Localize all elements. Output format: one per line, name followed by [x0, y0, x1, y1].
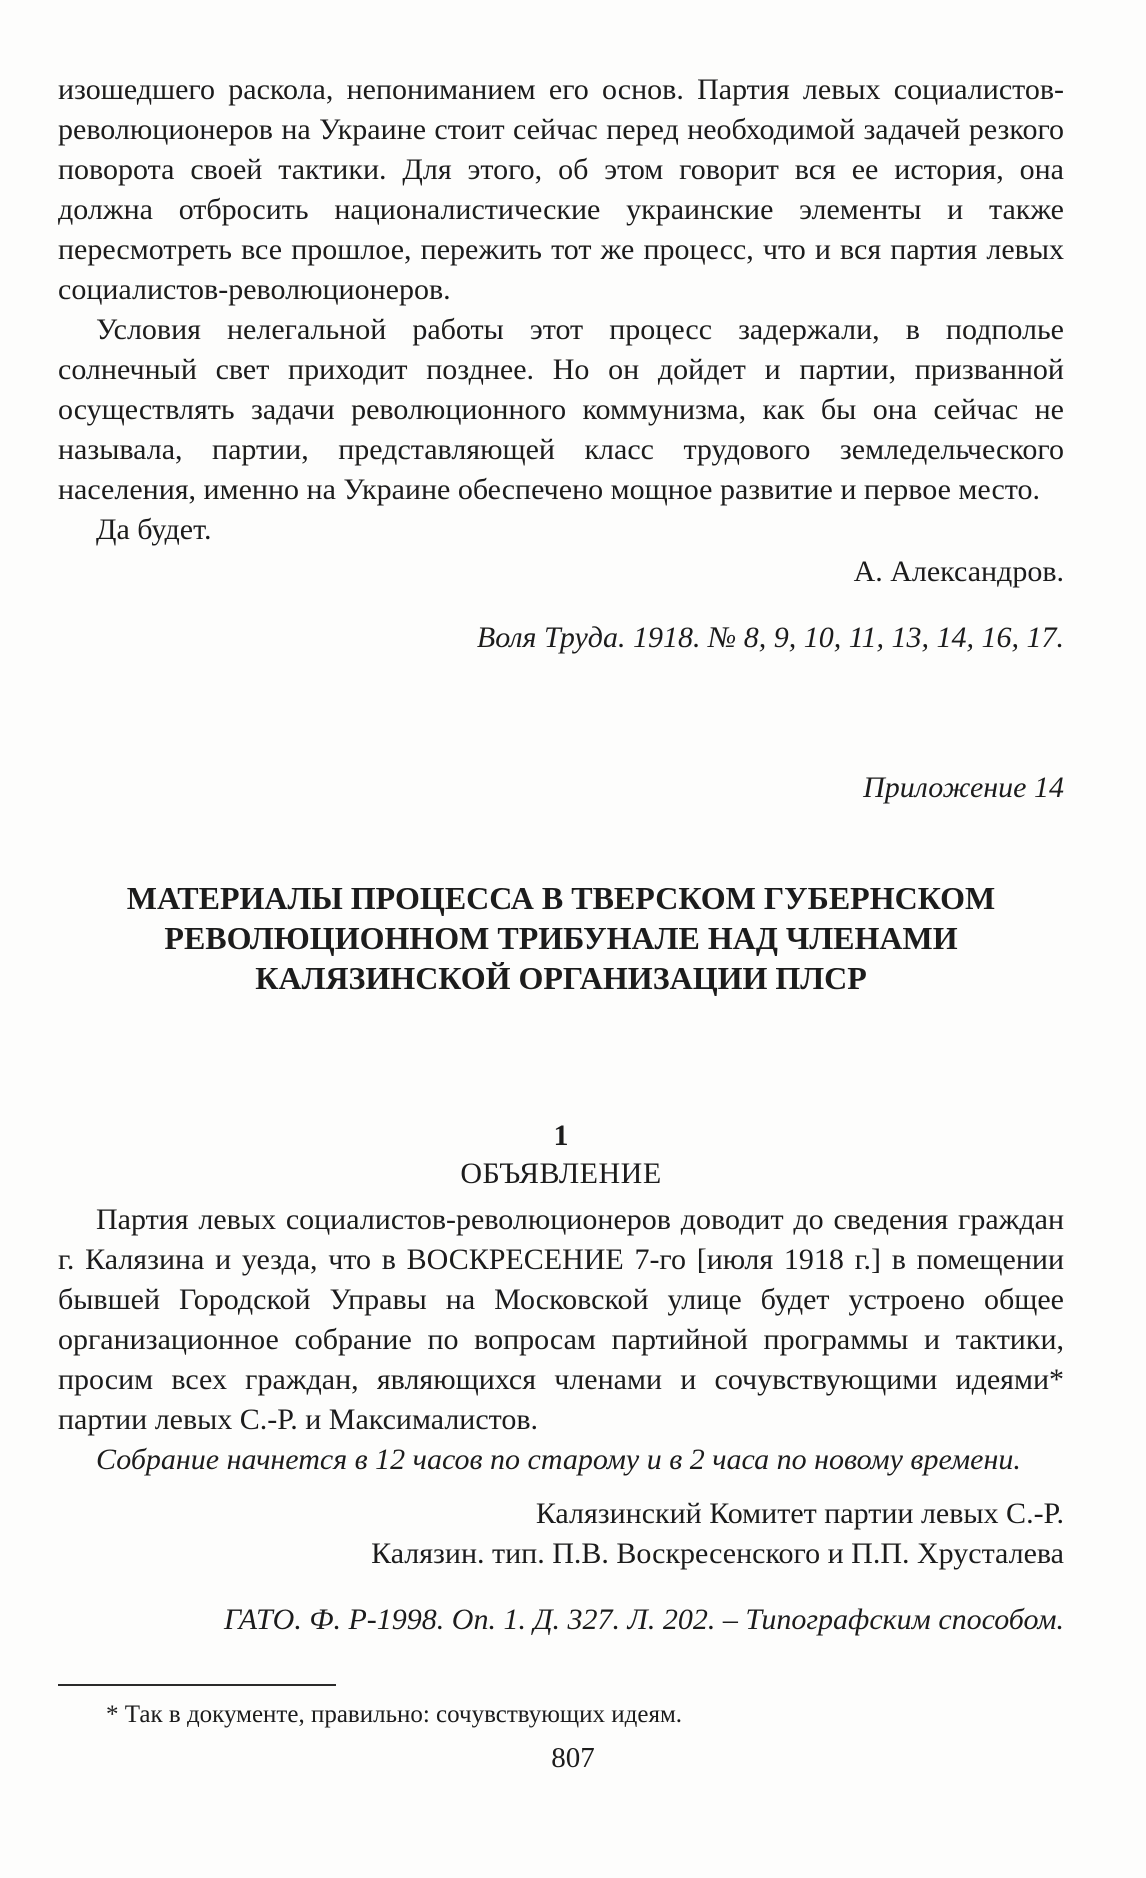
- announcement: [58, 1200, 1064, 1640]
- page-number: 807: [551, 1742, 595, 1774]
- footnote-divider: [58, 1684, 336, 1686]
- article-source: Воля Труда. 1918. № 8, 9, 10, 11, 13, 14, 16, 17.: [476, 621, 1064, 654]
- footnote: * Так в документе, правильно: сочувствующих идеям.: [106, 1701, 683, 1728]
- document-heading: ОБЪЯВЛЕНИЕ: [460, 1157, 662, 1190]
- paragraph-continuation: изошедшего раскола, непониманием его основ. Партия левых социалистов-революционеров на Украине стоит сейчас перед необходимой задачей резкого поворота своей тактики. Для этого, об этом говорит вся ее история, она должна отбросить националистические украинские элементы и также пересмотреть все прошлое, пережить тот же процесс, что и вся партия левых социалистов-революционеров.: [58, 73, 1064, 306]
- printer-line: Калязин. тип. П.В. Воскресенского и П.П. Хрусталева: [371, 1537, 1064, 1570]
- salutation: Да будет.: [96, 513, 212, 546]
- archive-source: ГАТО. Ф. Р-1998. Оп. 1. Д. 327. Л. 202. – Типографским способом.: [224, 1603, 1064, 1636]
- paragraph-conclusion: Условия нелегальной работы этот процесс задержали, в подполье солнечный свет приходит позднее. Но он дойдет и партии, призванной осуществлять задачи революционного коммунизма, как бы она сейчас не называла, партии, представляющей класс трудового земледельческого населения, именно на Украине обеспечено мощное развитие и первое место.: [58, 313, 1064, 506]
- meeting-time-note: Собрание начнется в 12 часов по старому и в 2 часа по новому времени.: [96, 1443, 1021, 1476]
- author-signature: А. Александров.: [853, 555, 1064, 588]
- announcement-body: Партия левых социалистов-революционеров доводит до сведения граждан г. Калязина и уезда, что в ВОСКРЕСЕНИЕ 7-го [июля 1918 г.] в помещении бывшей Городской Управы на Московской улице будет устроено общее организационное собрание по вопросам партийной программы и тактики, просим всех граждан, являющихся членами и сочувствующими идеями* партии левых С.-Р. и Максималистов.: [58, 1203, 1064, 1436]
- document-number: 1: [553, 1119, 569, 1152]
- section-title: МАТЕРИАЛЫ ПРОЦЕССА В ТВЕРСКОМ ГУБЕРНСКОМ РЕВОЛЮЦИОННОМ ТРИБУНАЛЕ НАД ЧЛЕНАМИ КАЛЯЗИНСКОЙ ОРГАНИЗАЦИИ ПЛСР: [126, 880, 996, 996]
- appendix-label: Приложение 14: [863, 771, 1064, 804]
- committee-signature: Калязинский Комитет партии левых С.-Р.: [535, 1497, 1064, 1530]
- article-conclusion: [58, 70, 1064, 658]
